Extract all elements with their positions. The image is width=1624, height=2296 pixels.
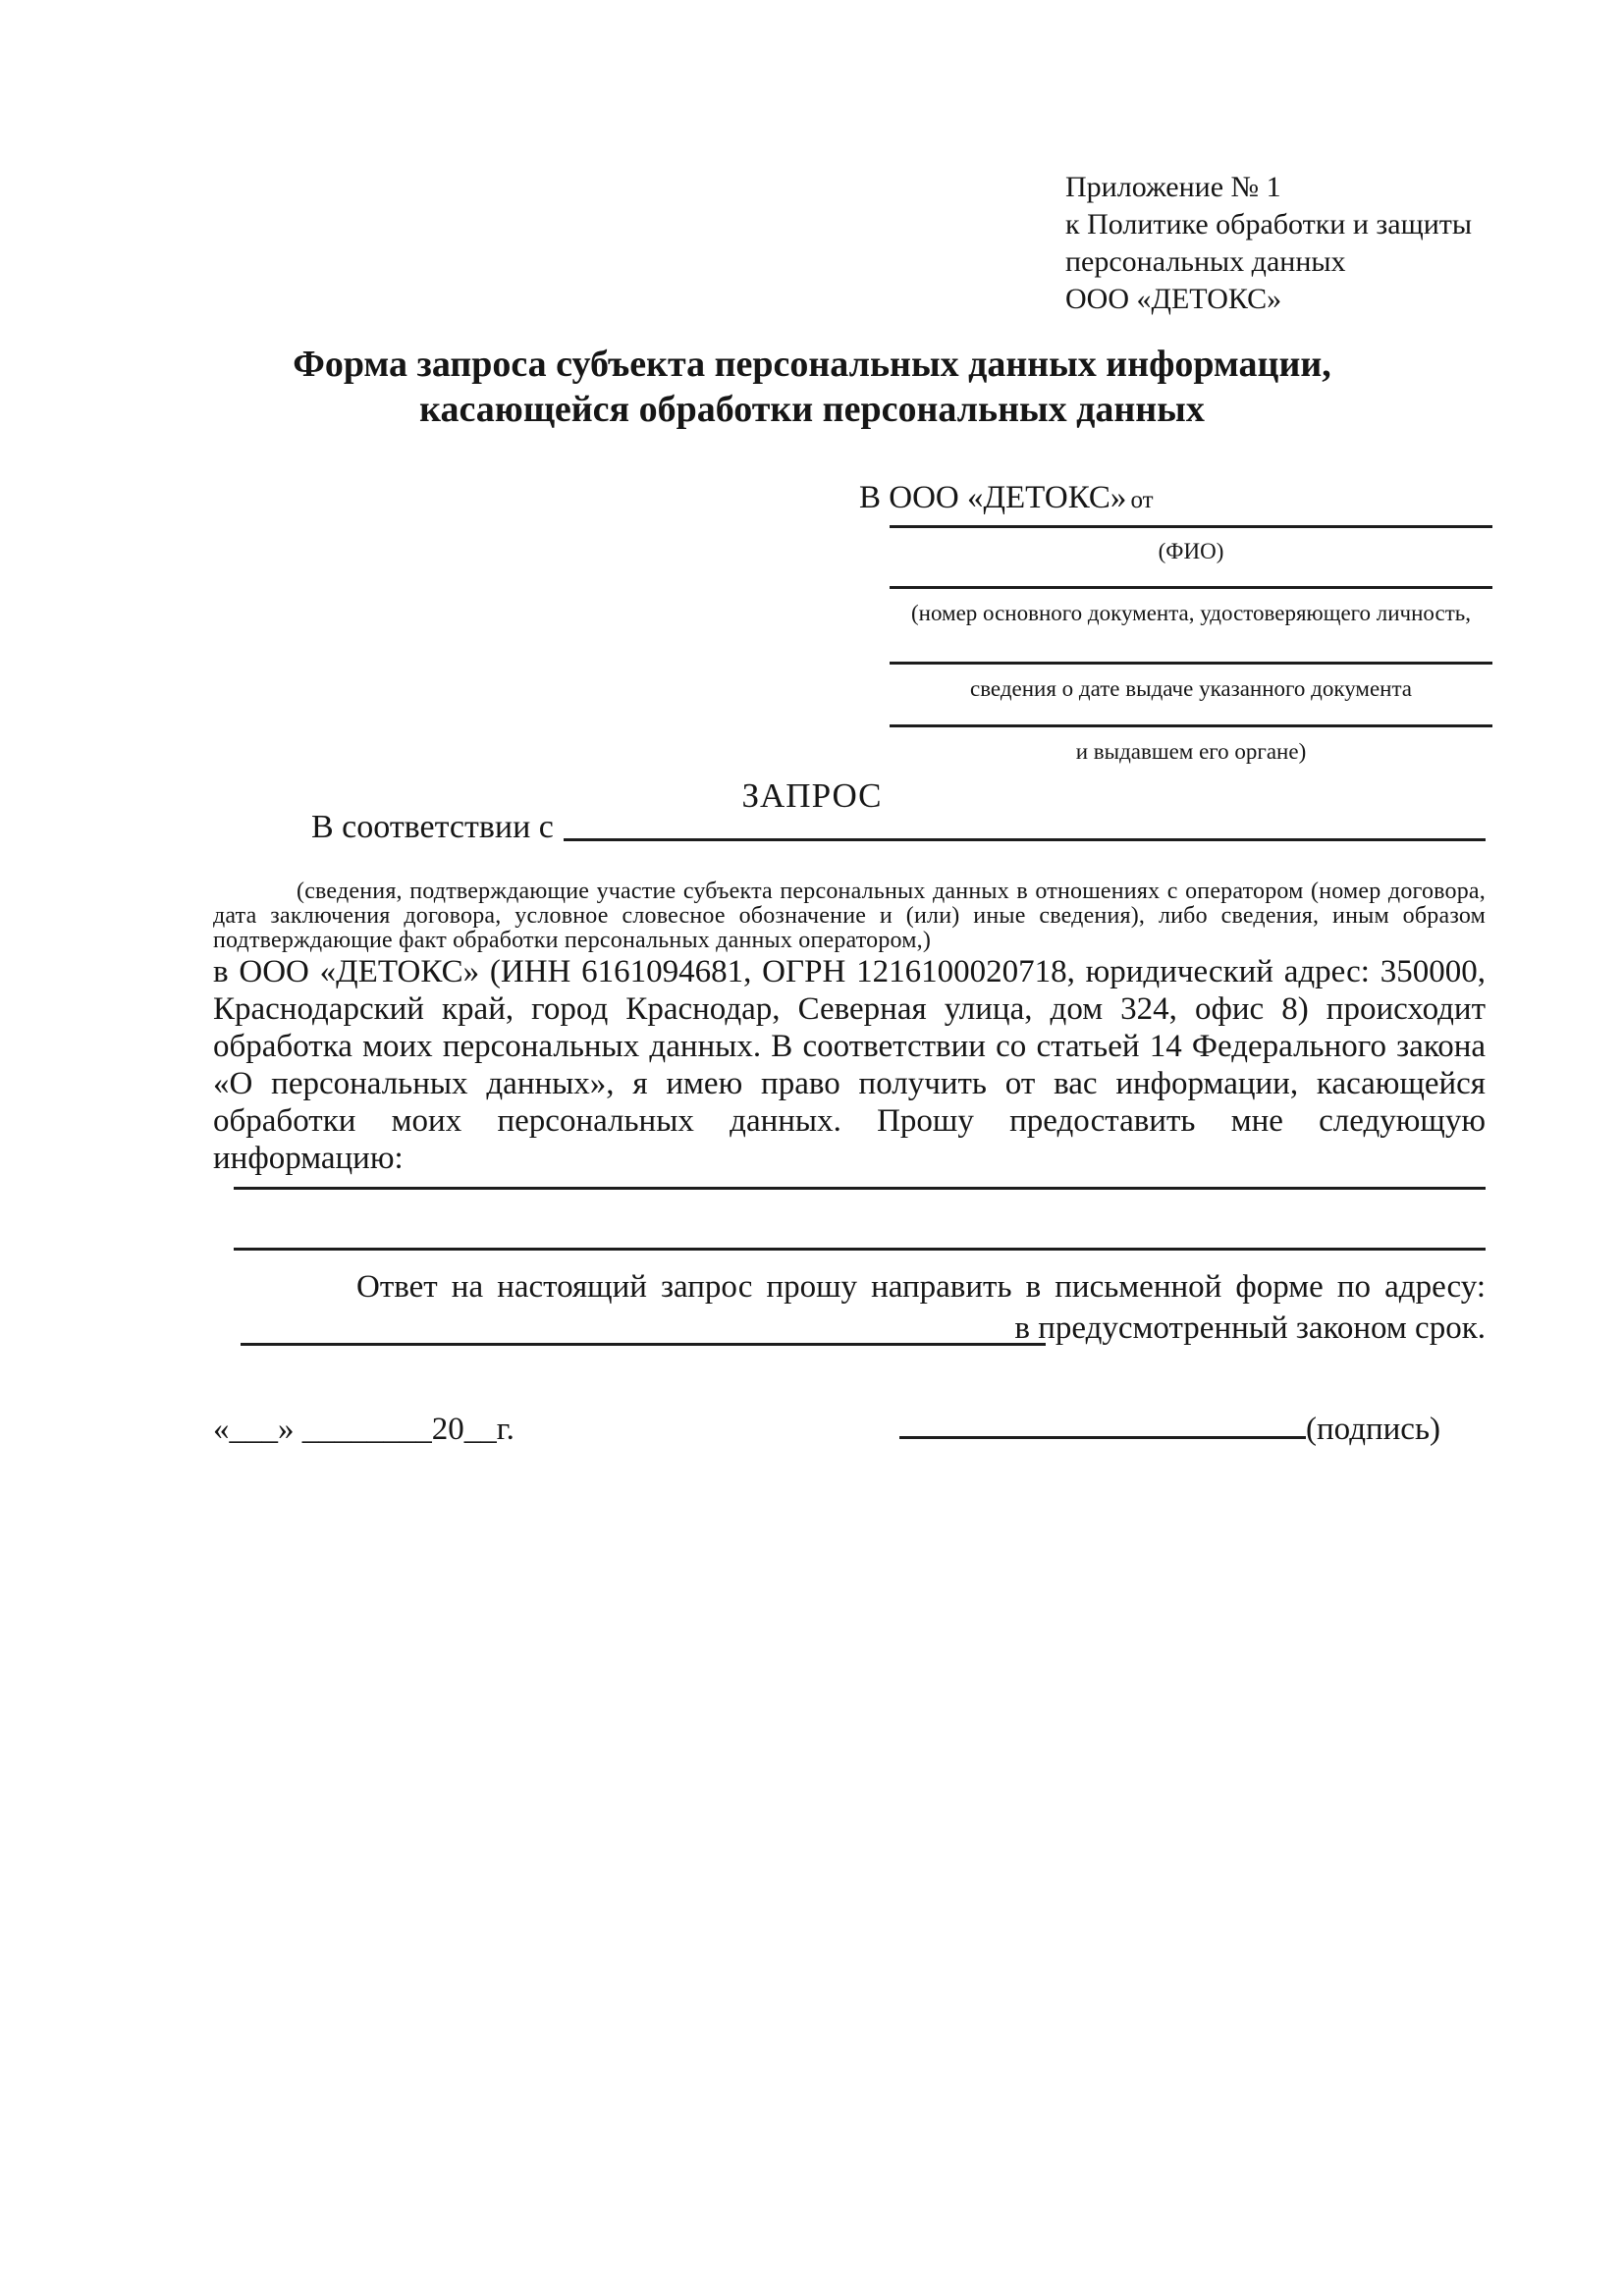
signature-input-line[interactable]: [899, 1436, 1306, 1439]
information-input-line-1[interactable]: [234, 1187, 1486, 1190]
appendix-line: к Политике обработки и защиты: [1065, 208, 1473, 240]
appendix-block: [1065, 169, 1527, 318]
accordance-row: [213, 807, 1486, 846]
information-input-line-2[interactable]: [234, 1248, 1486, 1251]
document-title-line2: касающейся обработки персональных данных: [419, 389, 1205, 430]
issue-date-input-line[interactable]: [890, 662, 1492, 665]
document-number-input-line[interactable]: [890, 586, 1492, 589]
reply-tail: в предусмотренный законом срок.: [1014, 1310, 1486, 1346]
accordance-note: (сведения, подтверждающие участие субъекта персональных данных в отношениях с оператором (номер договора, дата заключения договора, условное словесное обозначение и (или) иные сведения), либо сведения, иным образом подтверждающие факт обработки персональных данных оператором,): [213, 879, 1486, 953]
issuing-authority-input-line[interactable]: [890, 724, 1492, 727]
body-paragraph: в ООО «ДЕТОКС» (ИНН 6161094681, ОГРН 1216100020718, юридический адрес: 350000, Краснодарский край, город Краснодар, Северная улица, дом 324, офис 8) происходит обработка моих персональных данных. В соответствии со статьей 14 Федерального закона «О персональных данных», я имею право получить от вас информации, касающейся обработки моих персональных данных. Прошу предоставить мне следующую информацию:: [213, 954, 1486, 1176]
signature-caption: (подпись): [1306, 1412, 1440, 1447]
appendix-line: ООО «ДЕТОКС»: [1065, 283, 1282, 315]
appendix-line: персональных данных: [1065, 245, 1346, 278]
fio-caption: (ФИО): [1158, 539, 1224, 563]
document-title-line1: Форма запроса субъекта персональных данных информации,: [293, 344, 1331, 385]
addressee-line: [859, 480, 1154, 516]
date-fill-in[interactable]: «___» ________20__г.: [213, 1412, 514, 1447]
appendix-line: Приложение № 1: [1065, 171, 1281, 203]
accordance-lead: В соответствии с: [311, 809, 554, 845]
issuing-authority-caption: и выдавшем его органе): [1075, 739, 1307, 764]
fio-input-line[interactable]: [890, 525, 1492, 528]
accordance-input-line[interactable]: [564, 838, 1486, 841]
addressee-from: от: [1130, 487, 1154, 513]
addressee-org: В ООО «ДЕТОКС»: [859, 480, 1127, 515]
request-heading: ЗАПРОС: [741, 776, 883, 815]
document-title: [0, 342, 1624, 432]
document-number-caption: (номер основного документа, удостоверяющего личность,: [910, 601, 1471, 625]
issue-date-caption: сведения о дате выдаче указанного документа: [969, 676, 1413, 701]
reply-instruction: Ответ на настоящий запрос прошу направить в письменной форме по адресу:: [356, 1269, 1486, 1305]
